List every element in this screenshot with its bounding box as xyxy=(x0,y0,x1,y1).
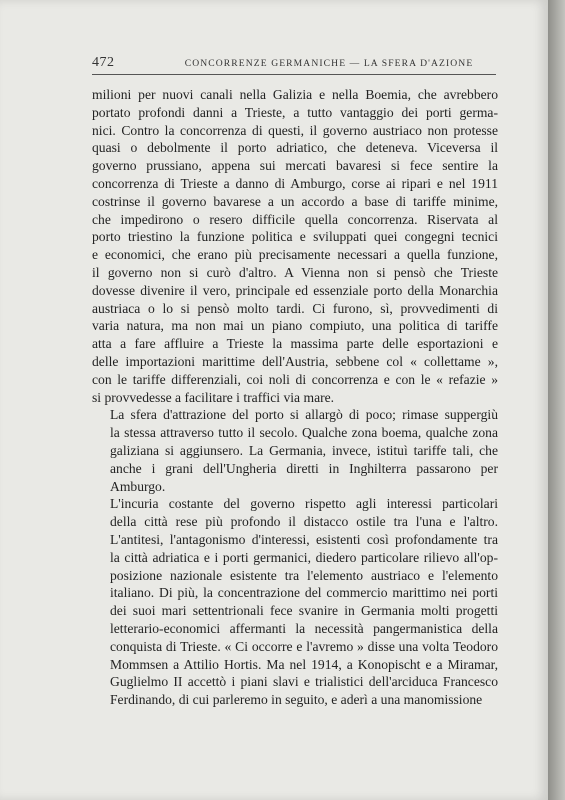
text-line: italiano. Di più, la concentrazione del commercio marittimo nei porti xyxy=(110,585,498,601)
text-line: Mommsen a Attilio Hortis. Ma nel 1914, a Konopischt e a Miramar, xyxy=(110,656,498,672)
text-line: L'antitesi, l'antagonismo d'interessi, esistenti così profondamente tra xyxy=(110,531,498,547)
text-line: Amburgo. xyxy=(110,478,166,494)
text-line: L'incuria costante del governo rispetto agli interessi particolari xyxy=(110,496,498,512)
text-line: Guglielmo II accettò i piani slavi e trialistici dell'arciduca Francesco xyxy=(110,674,498,690)
text-line: austriaca o lo si pensò molto tardi. Ci furono, sì, provvedimenti di xyxy=(92,300,498,316)
text-line: con le tariffe differenziali, coi noli di concorrenza e con le « refazie » xyxy=(92,371,498,387)
text-line: delle importazioni marittime dell'Austria, sebbene col « collettame », xyxy=(92,353,498,369)
text-line: milioni per nuovi canali nella Galizia e nella Boemia, che avrebbero xyxy=(92,87,498,102)
body-text xyxy=(92,86,498,709)
text-line: atta a fare affluire a Trieste la massima parte delle esportazioni e xyxy=(92,336,498,352)
text-line: governo prussiano, appena sui mercati bavaresi si fece sentire la xyxy=(92,158,498,174)
paragraph xyxy=(92,406,498,495)
text-line: si provvedesse a facilitare i traffici via mare. xyxy=(92,389,335,405)
page-number: 472 xyxy=(92,55,115,70)
text-line: portato profondi danni a Trieste, a tutto vantaggio dei porti germa- xyxy=(92,104,498,120)
page-header xyxy=(92,55,496,71)
text-line: varia natura, ma non mai un piano compiuto, una politica di tariffe xyxy=(92,318,498,334)
text-line: nici. Contro la concorrenza di questi, il governo austriaco non protesse xyxy=(92,122,498,138)
text-line: dei suoi mari settentrionali fece svanire in Germania molti progetti xyxy=(110,603,498,619)
page-edge xyxy=(548,0,565,800)
text-line: la stessa attraverso tutto il secolo. Qualche zona boema, qualche zona xyxy=(110,425,498,441)
text-line: galiziana si aggiunsero. La Germania, invece, istituì tariffe tali, che xyxy=(110,442,498,458)
text-line: letterario-economici affermanti la necessità pangermanistica della xyxy=(110,620,498,636)
text-line: quasi o debolmente il porto adriatico, che deteneva. Viceversa il xyxy=(92,140,498,156)
text-line: porto triestino la funzione politica e sviluppati quei congegni tecnici xyxy=(92,229,498,245)
text-line: La sfera d'attrazione del porto si allargò di poco; rimase suppergiù xyxy=(110,407,498,423)
paragraph xyxy=(92,495,498,709)
text-line: della città rese più profondo il distacco ostile tra l'una e l'altro. xyxy=(110,514,498,530)
text-line: il governo non si curò d'altro. A Vienna non si pensò che Trieste xyxy=(92,264,498,280)
text-line: posizione nazionale esistente tra l'elemento austriaco e l'elemento xyxy=(110,567,498,583)
text-line: dovesse divenire il vero, principale ed essenziale porto della Monarchia xyxy=(92,282,498,298)
text-line: costrinse il governo bavarese a un accordo a base di tariffe minime, xyxy=(92,193,498,209)
text-line: Ferdinando, di cui parleremo in seguito, e aderì a una manomissione xyxy=(110,692,483,708)
text-line: e economici, che erano più precisamente necessari a quella funzione, xyxy=(92,247,498,263)
header-rule xyxy=(92,74,496,75)
running-head: CONCORRENZE GERMANICHE — LA SFERA D'AZIONE xyxy=(184,58,474,69)
text-line: conquista di Trieste. « Ci occorre e l'avremo » disse una volta Teodoro xyxy=(110,638,498,654)
text-line: la città adriatica e i porti germanici, diedero particolare rilievo all'op- xyxy=(110,549,498,565)
text-line: concorrenza di Trieste a danno di Amburgo, corse ai ripari e nel 1911 xyxy=(92,175,498,191)
text-line: anche i grani dell'Ungheria diretti in Inghilterra passarono per xyxy=(110,460,498,476)
paragraph xyxy=(92,86,498,406)
text-line: che impedirono o resero difficile quella concorrenza. Riservata al xyxy=(92,211,498,227)
